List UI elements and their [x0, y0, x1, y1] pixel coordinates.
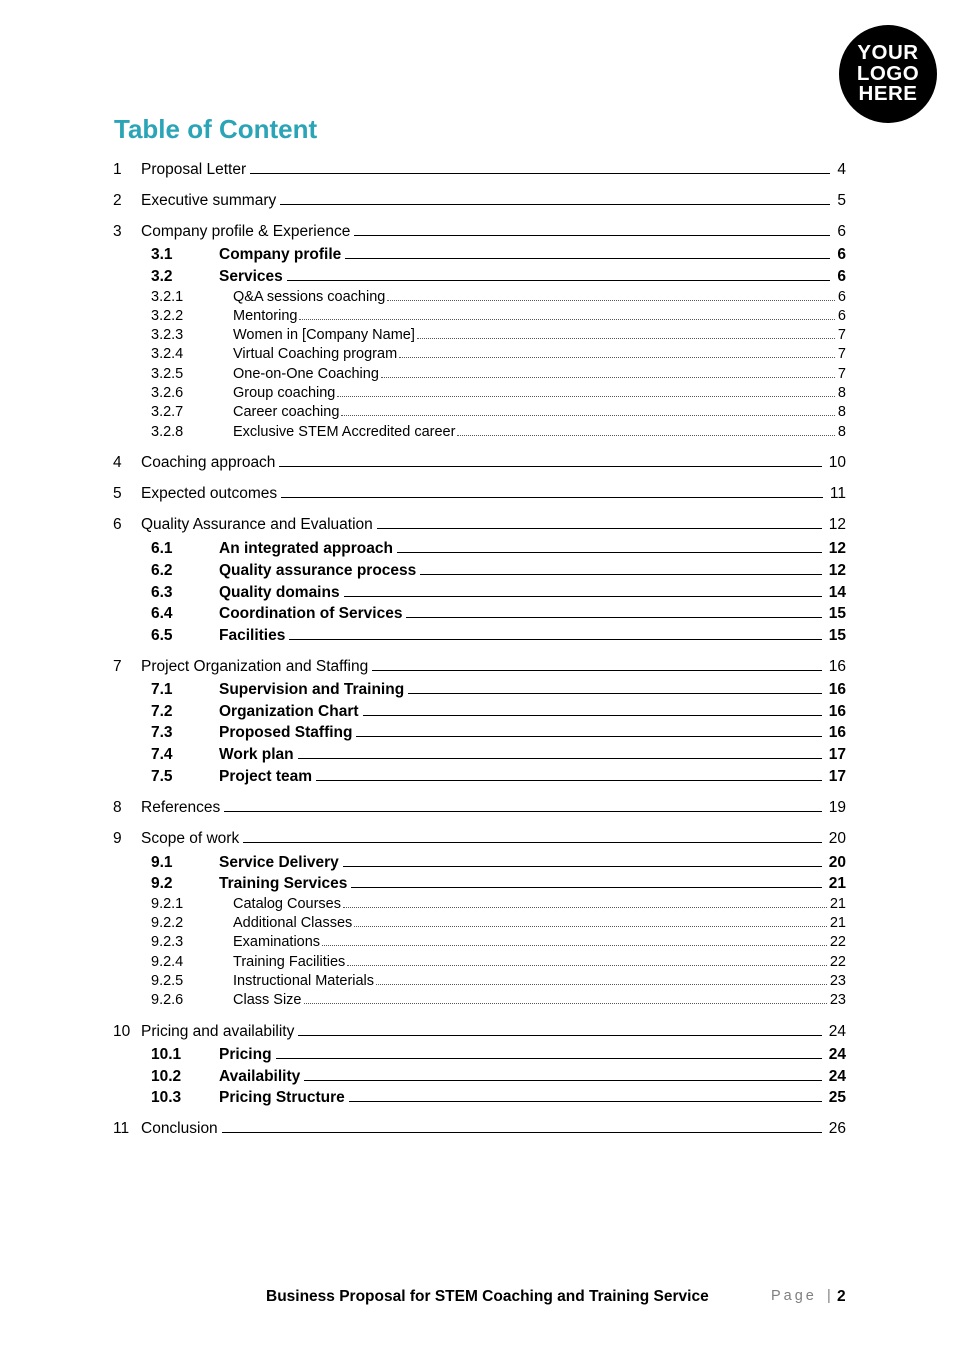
- toc-entry-page-number: 21: [828, 875, 846, 892]
- toc-entry-label: Career coaching: [233, 404, 340, 420]
- toc-entry-label: Women in [Company Name]: [233, 327, 415, 343]
- toc-entry-page-number: 8: [837, 424, 846, 440]
- toc-leader-line: [349, 1100, 822, 1102]
- toc-entry[interactable]: [113, 1023, 846, 1043]
- toc-entry[interactable]: [113, 404, 846, 422]
- toc-leader-line: [363, 714, 822, 716]
- toc-entry[interactable]: [113, 268, 846, 288]
- toc-entry-label: Organization Chart: [219, 703, 359, 720]
- toc-leader-line: [224, 810, 821, 812]
- toc-entry-number: 3.2.6: [151, 385, 184, 401]
- toc-entry-label: Exclusive STEM Accredited career: [233, 424, 456, 440]
- toc-entry[interactable]: [113, 1089, 846, 1109]
- toc-entry-page-number: 11: [829, 485, 846, 502]
- toc-entry-page-number: 8: [837, 385, 846, 401]
- toc-entry-number: 9.1: [151, 854, 173, 871]
- toc-leader-line: [381, 376, 835, 378]
- toc-entry-page-number: 6: [837, 246, 846, 263]
- toc-entry-page-number: 15: [828, 605, 846, 622]
- toc-leader-line: [387, 299, 835, 301]
- toc-entry[interactable]: [113, 540, 846, 560]
- toc-entry-label: Pricing Structure: [219, 1089, 345, 1106]
- toc-leader-line: [304, 1002, 827, 1004]
- toc-entry-label: Scope of work: [141, 830, 240, 847]
- toc-entry-label: Coordination of Services: [219, 605, 403, 622]
- page-title: Table of Content: [114, 114, 318, 144]
- toc-entry[interactable]: [113, 584, 846, 604]
- toc-leader-line: [250, 172, 830, 174]
- toc-entry[interactable]: [113, 424, 846, 442]
- toc-entry-page-number: 26: [828, 1120, 846, 1137]
- toc-leader-line: [397, 551, 822, 553]
- toc-entry-page-number: 16: [828, 724, 846, 741]
- footer-page-number: 2: [837, 1288, 846, 1305]
- toc-leader-line: [341, 414, 835, 416]
- toc-leader-line: [420, 573, 821, 575]
- toc-leader-line: [417, 337, 835, 339]
- toc-entry[interactable]: [113, 161, 846, 181]
- toc-entry-page-number: 7: [837, 346, 846, 362]
- toc-entry-page-number: 17: [828, 746, 846, 763]
- toc-leader-line: [304, 1079, 821, 1081]
- toc-entry-label: Project Organization and Staffing: [141, 658, 369, 675]
- toc-leader-line: [372, 669, 822, 671]
- toc-entry[interactable]: [113, 896, 846, 914]
- toc-entry-number: 6.3: [151, 584, 173, 601]
- toc-entry-page-number: 6: [837, 268, 846, 285]
- toc-leader-line: [343, 865, 822, 867]
- toc-entry[interactable]: [113, 681, 846, 701]
- toc-entry[interactable]: [113, 385, 846, 403]
- toc-entry-page-number: 6: [837, 223, 846, 240]
- toc-entry-page-number: 21: [829, 896, 846, 912]
- toc-entry[interactable]: [113, 485, 846, 505]
- toc-entry-page-number: 20: [828, 830, 846, 847]
- toc-entry-number: 7.2: [151, 703, 173, 720]
- toc-entry-page-number: 6: [837, 289, 846, 305]
- toc-entry-label: Examinations: [233, 934, 321, 950]
- toc-entry-number: 6: [113, 516, 122, 533]
- toc-leader-line: [354, 925, 827, 927]
- toc-entry-label: Company profile: [219, 246, 342, 263]
- toc-entry[interactable]: [113, 973, 846, 991]
- toc-entry[interactable]: [113, 915, 846, 933]
- toc-entry-number: 9: [113, 830, 122, 847]
- toc-entry-page-number: 16: [828, 703, 846, 720]
- toc-entry-number: 7.1: [151, 681, 173, 698]
- footer-document-title: Business Proposal for STEM Coaching and Training Service: [266, 1288, 709, 1305]
- toc-entry-number: 3.2.7: [151, 404, 184, 420]
- toc-leader-line: [287, 279, 831, 281]
- toc-leader-line: [337, 395, 835, 397]
- toc-leader-line: [322, 944, 827, 946]
- toc-entry-number: 3.2.5: [151, 366, 184, 382]
- toc-entry[interactable]: [113, 724, 846, 744]
- toc-entry-number: 3.2.8: [151, 424, 184, 440]
- toc-entry[interactable]: [113, 854, 846, 874]
- toc-leader-line: [299, 318, 834, 320]
- toc-entry-page-number: 5: [837, 192, 846, 209]
- toc-entry-number: 3.2.1: [151, 289, 184, 305]
- toc-leader-line: [243, 841, 822, 843]
- toc-entry-label: Executive summary: [141, 192, 277, 209]
- toc-entry-label: Group coaching: [233, 385, 336, 401]
- toc-entry-page-number: 25: [828, 1089, 846, 1106]
- toc-entry[interactable]: [113, 934, 846, 952]
- toc-entry[interactable]: [113, 768, 846, 788]
- toc-entry-number: 9.2.1: [151, 896, 184, 912]
- toc-entry-number: 2: [113, 192, 122, 209]
- toc-entry-page-number: 23: [829, 992, 846, 1008]
- toc-entry-number: 10.2: [151, 1068, 182, 1085]
- toc-entry-page-number: 7: [837, 327, 846, 343]
- toc-entry-page-number: 12: [828, 562, 846, 579]
- toc-entry-page-number: 23: [829, 973, 846, 989]
- toc-entry[interactable]: [113, 627, 846, 647]
- toc-entry-number: 6.1: [151, 540, 173, 557]
- toc-entry-number: 9.2.2: [151, 915, 184, 931]
- toc-entry-page-number: 6: [837, 308, 846, 324]
- toc-entry[interactable]: [113, 223, 846, 243]
- toc-leader-line: [408, 692, 822, 694]
- toc-entry-label: Additional Classes: [233, 915, 353, 931]
- footer-separator: |: [827, 1288, 831, 1304]
- toc-entry-label: Services: [219, 268, 283, 285]
- toc-leader-line: [343, 906, 827, 908]
- toc-entry[interactable]: [113, 289, 846, 307]
- toc-entry-label: Proposal Letter: [141, 161, 247, 178]
- logo-text-line2: LOGO: [856, 61, 920, 85]
- toc-entry-number: 7: [113, 658, 122, 675]
- toc-entry-page-number: 24: [828, 1023, 846, 1040]
- toc-entry-label: Q&A sessions coaching: [233, 289, 386, 305]
- toc-entry-page-number: 21: [829, 915, 846, 931]
- toc-entry-number: 3.2: [151, 268, 173, 285]
- toc-entry-label: Virtual Coaching program: [233, 346, 398, 362]
- toc-entry-number: 6.5: [151, 627, 173, 644]
- toc-entry-label: Availability: [219, 1068, 301, 1085]
- toc-entry-number: 10: [113, 1023, 131, 1040]
- toc-entry-number: 3: [113, 223, 122, 240]
- toc-entry-label: Instructional Materials: [233, 973, 375, 989]
- toc-entry-number: 3.1: [151, 246, 173, 263]
- toc-entry[interactable]: [113, 454, 846, 474]
- toc-leader-line: [280, 203, 830, 205]
- toc-entry-label: Coaching approach: [141, 454, 276, 471]
- toc-entry[interactable]: [113, 308, 846, 326]
- toc-entry[interactable]: [113, 1120, 846, 1140]
- toc-entry-label: Pricing: [219, 1046, 272, 1063]
- toc-leader-line: [279, 465, 821, 467]
- toc-leader-line: [351, 886, 821, 888]
- toc-entry-page-number: 14: [828, 584, 846, 601]
- toc-entry-label: Conclusion: [141, 1120, 218, 1137]
- toc-leader-line: [222, 1131, 822, 1133]
- toc-entry-number: 8: [113, 799, 122, 816]
- toc-entry-number: 6.2: [151, 562, 173, 579]
- toc-entry-number: 10.1: [151, 1046, 182, 1063]
- toc-entry[interactable]: [113, 954, 846, 972]
- toc-leader-line: [356, 735, 821, 737]
- toc-leader-line: [345, 257, 830, 259]
- toc-entry-label: Mentoring: [233, 308, 298, 324]
- toc-entry-label: Proposed Staffing: [219, 724, 353, 741]
- toc-leader-line: [354, 234, 830, 236]
- toc-entry-number: 3.2.2: [151, 308, 184, 324]
- toc-entry-page-number: 15: [828, 627, 846, 644]
- toc-leader-line: [376, 983, 827, 985]
- toc-leader-line: [399, 356, 835, 358]
- toc-entry[interactable]: [113, 1068, 846, 1088]
- toc-entry[interactable]: [113, 746, 846, 766]
- toc-leader-line: [406, 616, 821, 618]
- toc-leader-line: [316, 779, 822, 781]
- toc-entry-label: Project team: [219, 768, 313, 785]
- toc-entry-number: 5: [113, 485, 122, 502]
- toc-entry[interactable]: [113, 605, 846, 625]
- toc-entry-page-number: 4: [837, 161, 846, 178]
- toc-entry-page-number: 22: [829, 954, 846, 970]
- toc-entry-label: Training Services: [219, 875, 348, 892]
- toc-entry-page-number: 24: [828, 1046, 846, 1063]
- toc-leader-line: [298, 1034, 821, 1036]
- toc-entry[interactable]: [113, 799, 846, 819]
- toc-entry-page-number: 12: [828, 516, 846, 533]
- toc-entry-label: Supervision and Training: [219, 681, 405, 698]
- toc-entry-label: Service Delivery: [219, 854, 339, 871]
- toc-entry-number: 9.2.3: [151, 934, 184, 950]
- toc-leader-line: [298, 757, 822, 759]
- toc-entry[interactable]: [113, 346, 846, 364]
- logo-text-line1: YOUR: [857, 41, 919, 65]
- toc-entry-number: 9.2: [151, 875, 173, 892]
- toc-entry-number: 3.2.4: [151, 346, 184, 362]
- toc-leader-line: [457, 434, 835, 436]
- toc-entry-label: Quality Assurance and Evaluation: [141, 516, 373, 533]
- toc-entry-number: 7.3: [151, 724, 173, 741]
- toc-entry[interactable]: [113, 830, 846, 850]
- toc-entry-label: Catalog Courses: [233, 896, 341, 912]
- toc-entry-label: Quality domains: [219, 584, 340, 601]
- toc-entry-label: Company profile & Experience: [141, 223, 351, 240]
- toc-entry-number: 11: [113, 1120, 130, 1137]
- toc-entry[interactable]: [113, 516, 846, 536]
- toc-entry-page-number: 22: [829, 934, 846, 950]
- toc-entry-label: Training Facilities: [233, 954, 346, 970]
- toc-entry-label: An integrated approach: [219, 540, 393, 557]
- toc-entry-label: Class Size: [233, 992, 302, 1008]
- toc-entry-number: 1: [113, 161, 122, 178]
- toc-entry[interactable]: [113, 992, 846, 1010]
- toc-entry-label: Facilities: [219, 627, 286, 644]
- toc-entry-label: Quality assurance process: [219, 562, 417, 579]
- toc-entry[interactable]: [113, 327, 846, 345]
- toc-entry[interactable]: [113, 192, 846, 212]
- toc-entry-label: One-on-One Coaching: [233, 366, 379, 382]
- toc-leader-line: [344, 595, 822, 597]
- toc-leader-line: [289, 638, 821, 640]
- logo-text-line3: HERE: [858, 82, 918, 106]
- toc-entry-page-number: 12: [828, 540, 846, 557]
- footer-page-label: Page: [771, 1288, 817, 1304]
- toc-entry-page-number: 16: [828, 658, 846, 675]
- toc-entry[interactable]: [113, 875, 846, 895]
- toc-leader-line: [347, 964, 827, 966]
- toc-entry-number: 6.4: [151, 605, 173, 622]
- toc-entry-page-number: 16: [828, 681, 846, 698]
- toc-entry-label: References: [141, 799, 221, 816]
- toc-entry[interactable]: [113, 562, 846, 582]
- toc-entry-number: 9.2.5: [151, 973, 184, 989]
- toc-leader-line: [377, 527, 822, 529]
- toc-entry-number: 10.3: [151, 1089, 182, 1106]
- toc-entry-number: 9.2.6: [151, 992, 184, 1008]
- toc-entry-page-number: 10: [828, 454, 846, 471]
- toc-entry-page-number: 7: [837, 366, 846, 382]
- toc-entry[interactable]: [113, 1046, 846, 1066]
- toc-entry-page-number: 20: [828, 854, 846, 871]
- toc-leader-line: [276, 1057, 822, 1059]
- toc-entry[interactable]: [113, 703, 846, 723]
- toc-entry-page-number: 8: [837, 404, 846, 420]
- toc-entry-page-number: 24: [828, 1068, 846, 1085]
- toc-entry[interactable]: [113, 246, 846, 266]
- toc-entry[interactable]: [113, 658, 846, 678]
- toc-entry-page-number: 19: [828, 799, 846, 816]
- toc-leader-line: [281, 496, 823, 498]
- toc-entry-number: 9.2.4: [151, 954, 184, 970]
- toc-entry-number: 7.5: [151, 768, 173, 785]
- toc-entry-label: Expected outcomes: [141, 485, 278, 502]
- toc-entry-number: 4: [113, 454, 122, 471]
- toc-entry-label: Pricing and availability: [141, 1023, 295, 1040]
- toc-entry-number: 3.2.3: [151, 327, 184, 343]
- toc-entry-page-number: 17: [828, 768, 846, 785]
- toc-entry[interactable]: [113, 366, 846, 384]
- toc-entry-number: 7.4: [151, 746, 173, 763]
- toc-entry-label: Work plan: [219, 746, 294, 763]
